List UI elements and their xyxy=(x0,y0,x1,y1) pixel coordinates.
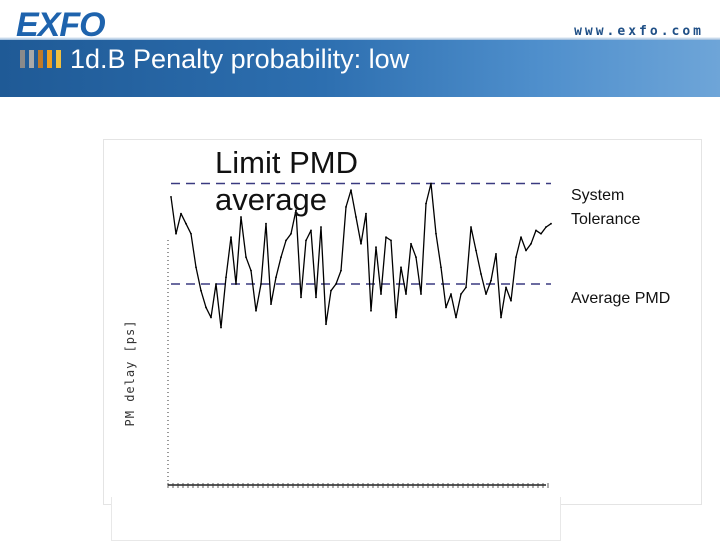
data-point xyxy=(215,283,217,285)
data-point xyxy=(285,240,287,242)
data-point xyxy=(455,317,457,319)
data-point xyxy=(435,233,437,235)
data-point xyxy=(420,293,422,295)
data-point xyxy=(260,283,262,285)
data-point xyxy=(250,270,252,272)
data-point xyxy=(475,250,477,252)
data-point xyxy=(225,276,227,278)
data-point xyxy=(390,240,392,242)
data-point xyxy=(485,293,487,295)
data-point xyxy=(180,213,182,215)
data-point xyxy=(495,253,497,255)
data-point xyxy=(245,256,247,258)
data-point xyxy=(185,223,187,225)
data-point xyxy=(170,196,172,198)
data-point xyxy=(520,236,522,238)
data-point xyxy=(415,256,417,258)
data-point xyxy=(235,283,237,285)
data-point xyxy=(270,303,272,305)
data-point xyxy=(195,266,197,268)
limit-pmd-average-label: Limit PMD average xyxy=(215,145,358,217)
data-point xyxy=(510,300,512,302)
data-point xyxy=(220,327,222,329)
data-point xyxy=(335,283,337,285)
slide-title: 1d.B Penalty probability: low xyxy=(70,44,410,74)
data-point xyxy=(320,226,322,228)
data-point xyxy=(430,183,432,185)
data-point xyxy=(505,286,507,288)
data-point xyxy=(190,233,192,235)
data-point xyxy=(540,233,542,235)
data-point xyxy=(210,317,212,319)
data-point xyxy=(460,293,462,295)
data-point xyxy=(370,310,372,312)
data-point xyxy=(330,290,332,292)
data-point xyxy=(375,246,377,248)
data-point xyxy=(385,236,387,238)
data-point xyxy=(480,273,482,275)
data-point xyxy=(490,280,492,282)
data-point xyxy=(550,223,552,225)
data-point xyxy=(445,307,447,309)
data-point xyxy=(200,290,202,292)
exfo-logo: EXFO xyxy=(16,6,105,44)
data-point xyxy=(545,226,547,228)
data-point xyxy=(535,230,537,232)
data-point xyxy=(230,236,232,238)
data-point xyxy=(465,286,467,288)
data-point xyxy=(440,266,442,268)
data-point xyxy=(310,230,312,232)
data-point xyxy=(360,243,362,245)
data-point xyxy=(530,243,532,245)
system-tolerance-label: System Tolerance xyxy=(571,187,641,228)
data-point xyxy=(275,276,277,278)
data-point xyxy=(340,270,342,272)
data-point xyxy=(405,293,407,295)
website-url: www.exfo.com xyxy=(574,24,704,39)
data-point xyxy=(280,256,282,258)
data-point xyxy=(325,323,327,325)
data-point xyxy=(315,297,317,299)
data-point xyxy=(410,243,412,245)
data-point xyxy=(525,250,527,252)
data-point xyxy=(400,266,402,268)
data-point xyxy=(425,203,427,205)
data-point xyxy=(255,310,257,312)
data-point xyxy=(265,223,267,225)
data-point xyxy=(500,317,502,319)
data-point xyxy=(515,256,517,258)
data-point xyxy=(470,226,472,228)
data-point xyxy=(175,233,177,235)
y-axis-label: PM delay [ps] xyxy=(123,319,137,427)
data-point xyxy=(305,240,307,242)
data-point xyxy=(380,293,382,295)
data-point xyxy=(290,233,292,235)
average-pmd-label: Average PMD xyxy=(571,290,671,307)
data-point xyxy=(395,317,397,319)
data-point xyxy=(300,297,302,299)
data-point xyxy=(450,293,452,295)
data-point xyxy=(205,307,207,309)
